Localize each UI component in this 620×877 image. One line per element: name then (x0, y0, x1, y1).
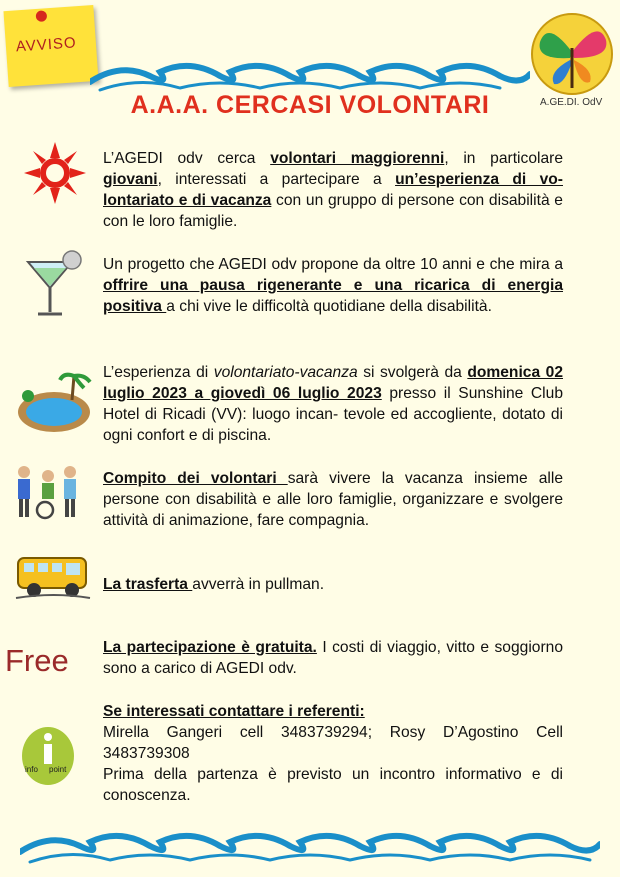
section-partecipazione: La partecipazione è gratuita. I costi di viaggio, vitto e soggiorno sono a carico di AGEDI odv. (103, 639, 563, 677)
page-title: A.A.A. CERCASI VOLONTARI (130, 91, 490, 119)
section-compito: Compito dei volontari sarà vivere la vacanza insieme alle persone con disabilità e alle loro famiglie, organizzare e svolgere attività di animazione, fare compagnia. (103, 470, 563, 529)
section-esperienza: L’esperienza di volontariato-vacanza si svolgerà da domenica 02 luglio 2023 a giovedì 06 luglio 2023 presso il Sunshine Club Hotel di Ricadi (VV): luogo incan- tevole ed accogliente, dotato di ogni confort e di piscina. (103, 364, 563, 444)
top-wave-decoration (90, 56, 530, 94)
info-label: info (25, 765, 38, 774)
section-trasferta: La trasferta avverrà in pullman. (103, 576, 325, 593)
section-volontari: L’AGEDI odv cerca volontari maggiorenni, in particolare giovani, interessati a partecipare a un’esperienza di vo- lontariato e di vacanza con un gruppo di persone con disabilità e con le loro famiglie. (103, 150, 563, 230)
point-label: point (49, 765, 67, 774)
bottom-wave-decoration (20, 826, 600, 866)
logo-name: A.GE.DI. OdV (540, 97, 603, 108)
contatti-line-1: Mirella Gangeri cell 3483739294; Rosy D’Agostino Cell (103, 724, 563, 741)
cocktail-glass-icon (24, 250, 84, 320)
people-group-icon (12, 462, 84, 520)
pool-island-icon (14, 372, 94, 436)
info-point-icon (22, 727, 74, 785)
sun-icon (22, 140, 88, 206)
contatti-line-3: Prima della partenza è previsto un incontro informativo e di conoscenza. (103, 766, 563, 804)
avviso-sticky-note (3, 5, 98, 87)
section-progetto: Un progetto che AGEDI odv propone da oltre 10 anni e che mira a offrire una pausa rigenerante e una ricarica di energia positiva a chi vive le difficoltà quotidiane della disabilità. (103, 256, 563, 315)
pushpin-icon (36, 10, 48, 22)
avviso-label: AVVISO (15, 34, 78, 56)
butterfly-logo-icon (528, 12, 616, 98)
section-contatti (103, 701, 563, 806)
free-label: Free (5, 643, 69, 678)
school-bus-icon (14, 552, 92, 602)
contatti-heading: Se interessati contattare i referenti: (103, 703, 365, 720)
info-i-icon (42, 733, 54, 765)
contatti-line-2: 3483739308 (103, 745, 190, 762)
